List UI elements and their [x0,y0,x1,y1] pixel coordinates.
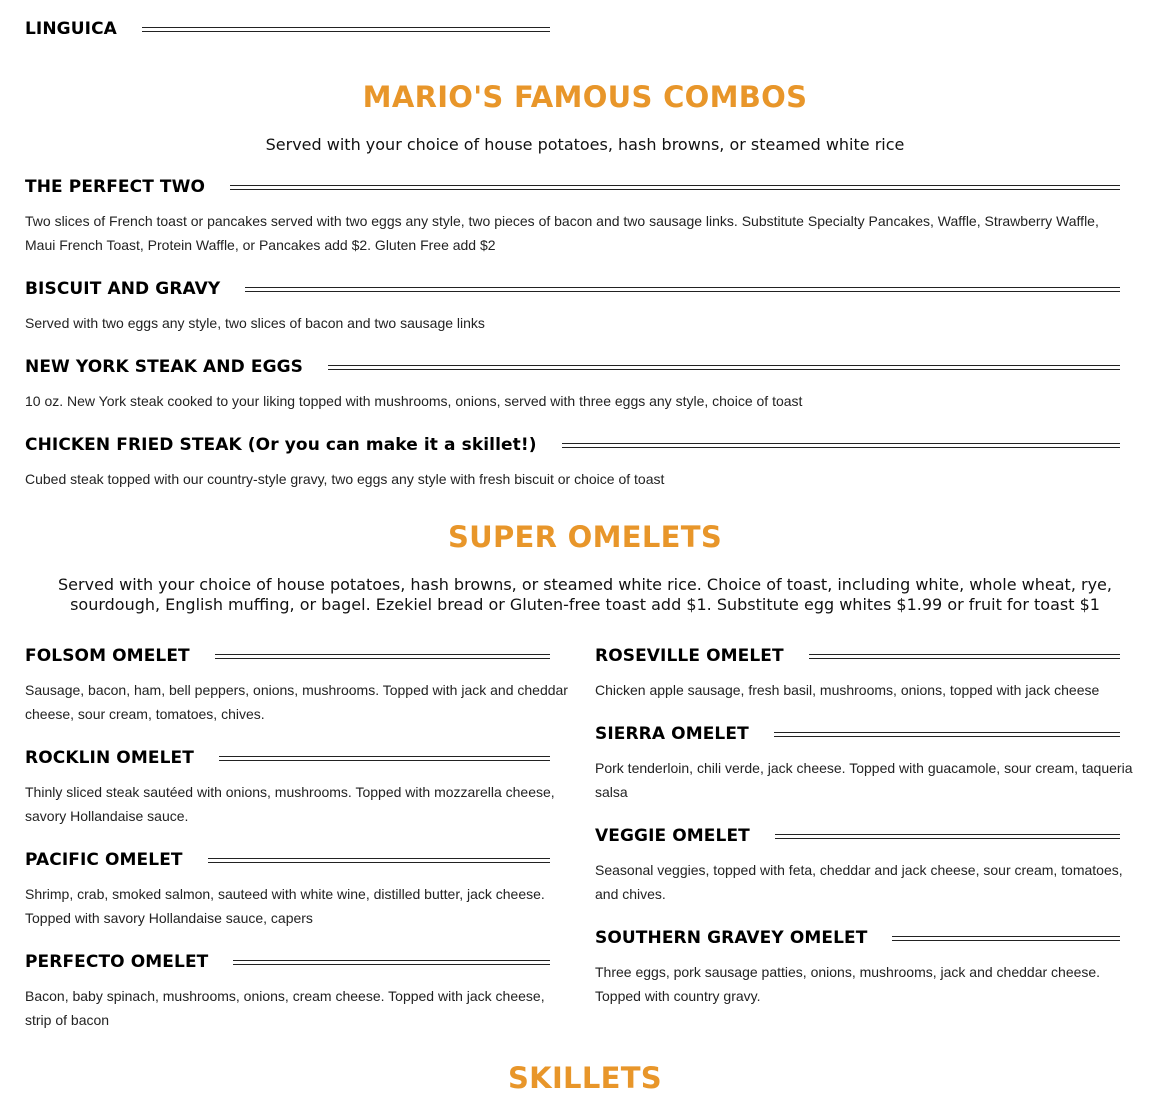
menu-item-title: NEW YORK STEAK AND EGGS [25,357,304,377]
menu-item-description: Thinly sliced steak sautéed with onions, mushrooms. Topped with mozzarella cheese, savory Hollandaise sauce. [25,784,555,824]
menu-item-title: FOLSOM OMELET [25,646,190,666]
menu-item-description: Shrimp, crab, smoked salmon, sauteed with white wine, distilled butter, jack cheese. Topped with savory Hollandaise sauce, capers [25,886,545,926]
menu-item-title: SIERRA OMELET [595,724,749,744]
menu-item-title: SOUTHERN GRAVEY OMELET [595,928,868,948]
menu-item-header [25,952,550,972]
menu-item-description: Sausage, bacon, ham, bell peppers, onions, mushrooms. Topped with jack and cheddar cheese, sour cream, tomatoes, chives. [25,682,568,722]
menu-item-title: PACIFIC OMELET [25,850,183,870]
menu-item-description: Pork tenderloin, chili verde, jack cheese. Topped with guacamole, sour cream, taqueria salsa [595,760,1133,800]
menu-item-title: BISCUIT AND GRAVY [25,279,221,299]
menu-item-title: ROSEVILLE OMELET [595,646,784,666]
menu-item-title: ROCKLIN OMELET [25,748,194,768]
divider-rule [230,185,1120,190]
menu-item-title: CHICKEN FRIED STEAK (Or you can make it a skillet!) [25,435,537,455]
menu-item-header [25,748,550,768]
menu-item-linguica-header [25,19,550,39]
menu-item-title: LINGUICA [25,19,117,39]
section-title-skillets: SKILLETS [508,1061,662,1095]
menu-item-description: Served with two eggs any style, two slices of bacon and two sausage links [25,315,485,331]
menu-item-description: Seasonal veggies, topped with feta, cheddar and jack cheese, sour cream, tomatoes, and chives. [595,862,1123,902]
divider-rule [809,654,1120,659]
divider-rule [562,443,1120,448]
menu-item-header [25,357,1120,377]
menu-item-header [25,279,1120,299]
divider-rule [775,834,1120,839]
menu-item-description: Cubed steak topped with our country-style gravy, two eggs any style with fresh biscuit or choice of toast [25,471,665,487]
menu-item-header [595,826,1120,846]
menu-item-header [25,435,1120,455]
divider-rule [208,858,550,863]
menu-item-header [25,646,550,666]
menu-item-description: 10 oz. New York steak cooked to your liking topped with mushrooms, onions, served with three eggs any style, choice of toast [25,393,803,409]
menu-item-description: Two slices of French toast or pancakes served with two eggs any style, two pieces of bacon and two sausage links. Substitute Specialty Pancakes, Waffle, Strawberry Waffle, Maui French Toast, Protein Waffle, or Pancakes add $2. Gluten Free add $2 [25,213,1099,253]
section-subtitle-combos: Served with your choice of house potatoes, hash browns, or steamed white rice [265,135,905,154]
divider-rule [774,732,1120,737]
section-subtitle-omelets: Served with your choice of house potatoes, hash browns, or steamed white rice. Choice of toast, including white, whole wheat, rye, sourdough, English muffing, or bagel. Ezekiel bread or Gluten-free toast add $1. Substitute egg whites $1.99 or fruit for toast $1 [58,575,1112,614]
menu-item-header [595,928,1120,948]
menu-item-header [25,177,1120,197]
menu-item-title: VEGGIE OMELET [595,826,750,846]
section-title-combos: MARIO'S FAMOUS COMBOS [362,80,808,114]
divider-rule [142,27,550,32]
section-title-omelets: SUPER OMELETS [447,520,723,554]
menu-item-title: PERFECTO OMELET [25,952,209,972]
menu-item-header [595,646,1120,666]
divider-rule [328,365,1120,370]
divider-rule [245,287,1120,292]
menu-item-header [25,850,550,870]
divider-rule [219,756,550,761]
menu-item-description: Bacon, baby spinach, mushrooms, onions, cream cheese. Topped with jack cheese, strip of bacon [25,988,545,1028]
menu-item-description: Chicken apple sausage, fresh basil, mushrooms, onions, topped with jack cheese [595,682,1100,698]
menu-item-description: Three eggs, pork sausage patties, onions, mushrooms, jack and cheddar cheese. Topped with country gravy. [595,964,1101,1004]
divider-rule [892,936,1120,941]
menu-item-title: THE PERFECT TWO [25,177,206,197]
menu-item-header [595,724,1120,744]
divider-rule [233,960,550,965]
divider-rule [215,654,550,659]
